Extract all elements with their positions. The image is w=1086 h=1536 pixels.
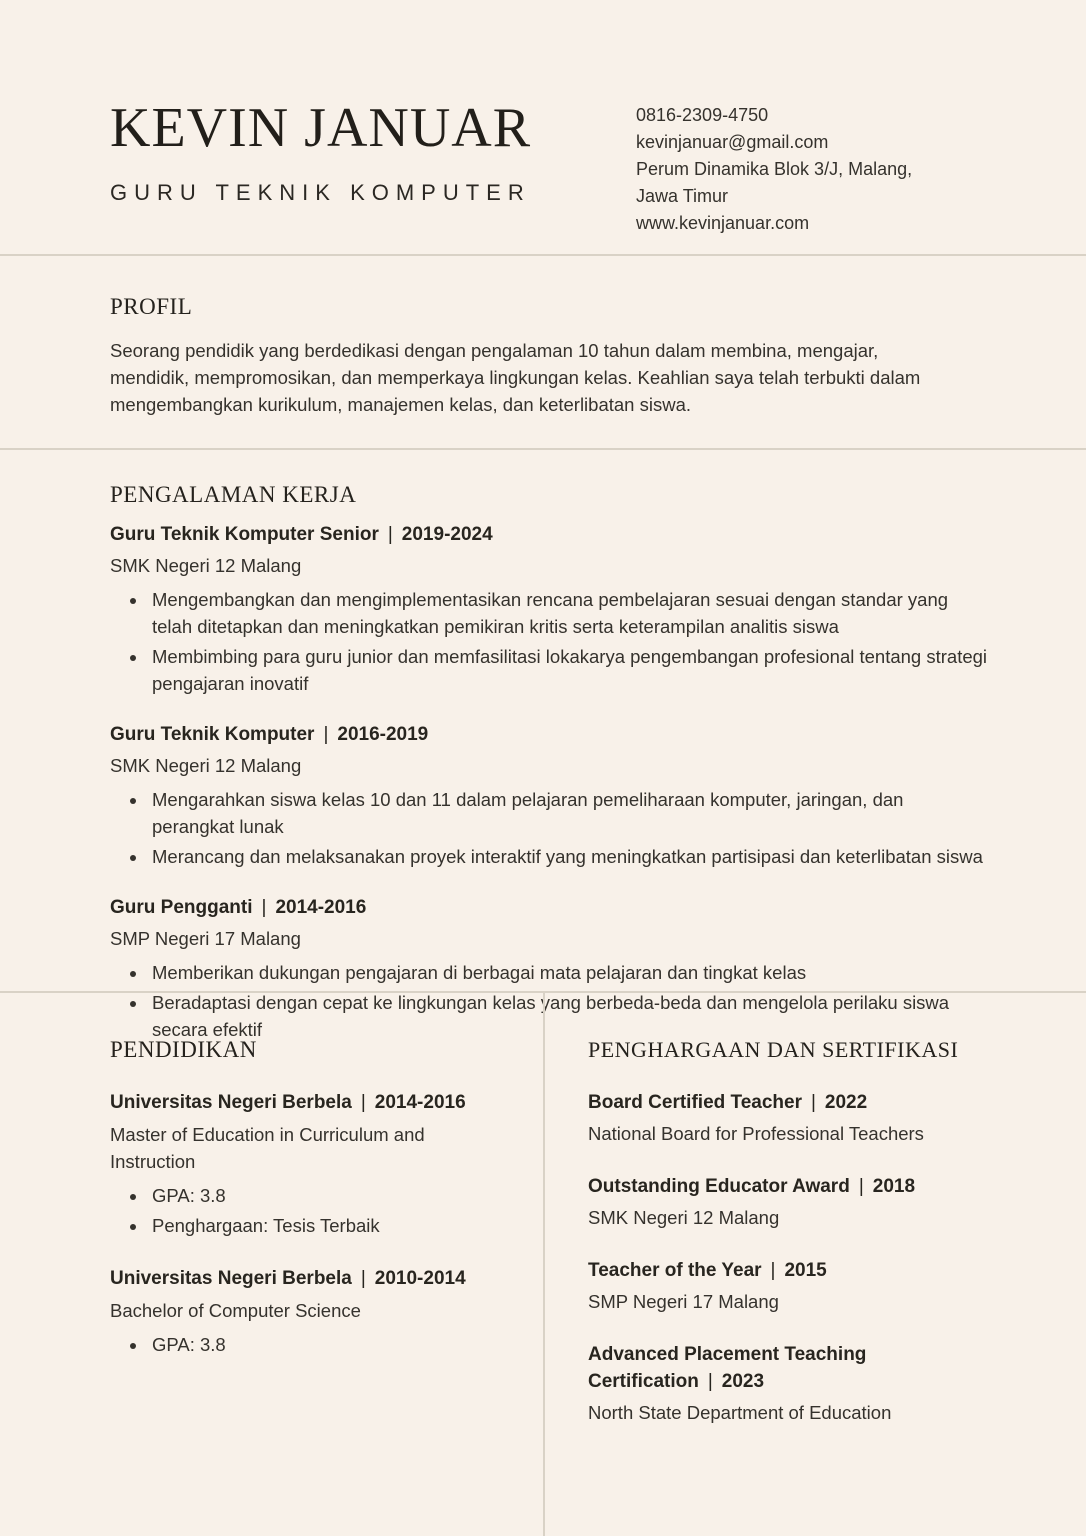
job-company: SMK Negeri 12 Malang xyxy=(110,555,302,576)
bullet-item: • Memberikan dukungan pengajaran di berbagai mata pelajaran dan tingkat kelas xyxy=(148,959,990,986)
job-company: SMP Negeri 17 Malang xyxy=(110,928,301,949)
degree: Bachelor of Computer Science xyxy=(110,1300,361,1321)
job-title-line xyxy=(110,894,990,921)
section-experience xyxy=(0,450,1086,1040)
education-entry xyxy=(110,1265,508,1358)
bullet-item: • Beradaptasi dengan cepat ke lingkungan kelas yang berbeda-beda dan mengelola perilaku siswa secara efektif xyxy=(148,989,990,1043)
award-org: SMP Negeri 17 Malang xyxy=(588,1291,779,1312)
job-entry xyxy=(110,721,990,870)
contact-address-line1: Perum Dinamika Blok 3/J, Malang, xyxy=(636,159,913,179)
pipe-separator: | xyxy=(387,524,393,545)
pipe-separator: | xyxy=(770,1260,776,1281)
pipe-separator: | xyxy=(323,724,329,745)
pipe-separator: | xyxy=(858,1176,864,1197)
pipe-separator: | xyxy=(261,897,267,918)
awards-heading: PENGHARGAAN DAN SERTIFIKASI xyxy=(588,1037,959,1062)
education-period: 2010-2014 xyxy=(374,1268,466,1289)
award-entry xyxy=(588,1341,968,1426)
award-title-line xyxy=(588,1257,968,1284)
award-year: 2018 xyxy=(872,1176,916,1197)
job-company: SMK Negeri 12 Malang xyxy=(110,755,302,776)
job-title-line xyxy=(110,521,990,548)
award-entry xyxy=(588,1173,968,1231)
pipe-separator: | xyxy=(707,1371,713,1392)
school-name: Universitas Negeri Berbela xyxy=(110,1268,352,1289)
award-title: Advanced Placement Teaching Certification xyxy=(588,1344,867,1392)
award-entry xyxy=(588,1089,968,1147)
contact-phone: 0816-2309-4750 xyxy=(636,105,769,125)
job-title: Guru Teknik Komputer xyxy=(110,724,315,745)
bottom-columns xyxy=(0,993,1086,1536)
award-year: 2022 xyxy=(824,1092,868,1113)
section-profile xyxy=(0,256,1086,450)
award-org: SMK Negeri 12 Malang xyxy=(588,1207,780,1228)
award-org: National Board for Professional Teachers xyxy=(588,1123,924,1144)
bullet-item: • Mengembangkan dan mengimplementasikan rencana pembelajaran sesuai dengan standar yang telah ditetapkan dan meningkatkan pemikiran kritis serta keterampilan analitis siswa xyxy=(148,586,990,640)
bullet-item: • Membimbing para guru junior dan memfasilitasi lokakarya pengembangan profesional tentang strategi pengajaran inovatif xyxy=(148,643,990,697)
education-bullets xyxy=(110,1331,508,1358)
section-awards xyxy=(545,993,1086,1536)
contact-block xyxy=(636,100,1000,254)
education-entry xyxy=(110,1089,508,1239)
award-entry xyxy=(588,1257,968,1315)
award-title-line xyxy=(588,1089,968,1116)
award-year: 2023 xyxy=(721,1371,765,1392)
school-line xyxy=(110,1089,508,1116)
person-name: KEVIN JANUAR xyxy=(110,97,532,159)
degree: Master of Education in Curriculum and Instruction xyxy=(110,1124,425,1172)
bullet-item: • Mengarahkan siswa kelas 10 dan 11 dalam pelajaran pemeliharaan komputer, jaringan, dan perangkat lunak xyxy=(148,786,990,840)
education-bullets xyxy=(110,1182,508,1239)
job-role-subtitle: GURU TEKNIK KOMPUTER xyxy=(110,180,531,205)
identity-block xyxy=(110,97,532,254)
contact-email: kevinjanuar@gmail.com xyxy=(636,132,829,152)
award-year: 2015 xyxy=(784,1260,827,1281)
school-name: Universitas Negeri Berbela xyxy=(110,1092,352,1113)
bullet-item: • GPA: 3.8 xyxy=(148,1331,508,1358)
award-title: Teacher of the Year xyxy=(588,1260,762,1281)
job-title-line xyxy=(110,721,990,748)
job-title: Guru Teknik Komputer Senior xyxy=(110,524,379,545)
award-title-line xyxy=(588,1173,968,1200)
job-period: 2016-2019 xyxy=(337,724,429,745)
experience-heading: PENGALAMAN KERJA xyxy=(110,482,357,507)
bullet-item: • Penghargaan: Tesis Terbaik xyxy=(148,1212,508,1239)
job-period: 2019-2024 xyxy=(401,524,493,545)
award-org: North State Department of Education xyxy=(588,1402,892,1423)
pipe-separator: | xyxy=(810,1092,816,1113)
profile-text: Seorang pendidik yang berdedikasi dengan pengalaman 10 tahun dalam membina, mengajar, mendidik, mempromosikan, dan memperkaya lingkungan kelas. Keahlian saya telah terbukti dalam mengembangkan kurikulum, manajemen kelas, dan keterlibatan siswa. xyxy=(110,340,921,415)
job-bullets xyxy=(110,786,990,870)
contact-website: www.kevinjanuar.com xyxy=(636,213,810,233)
pipe-separator: | xyxy=(360,1092,366,1113)
contact-address-line2: Jawa Timur xyxy=(636,186,729,206)
job-period: 2014-2016 xyxy=(275,897,367,918)
school-line xyxy=(110,1265,508,1292)
award-title: Board Certified Teacher xyxy=(588,1092,802,1113)
award-title: Outstanding Educator Award xyxy=(588,1176,850,1197)
bullet-item: • Merancang dan melaksanakan proyek interaktif yang meningkatkan partisipasi dan keterlibatan siswa xyxy=(148,843,990,870)
award-title-line xyxy=(588,1341,968,1395)
bullet-item: • GPA: 3.8 xyxy=(148,1182,508,1209)
section-education xyxy=(0,993,545,1536)
header xyxy=(0,0,1086,256)
job-bullets xyxy=(110,586,990,697)
job-entry xyxy=(110,521,990,697)
profile-heading: PROFIL xyxy=(110,294,193,319)
education-heading: PENDIDIKAN xyxy=(110,1037,257,1062)
education-period: 2014-2016 xyxy=(374,1092,466,1113)
pipe-separator: | xyxy=(360,1268,366,1289)
job-title: Guru Pengganti xyxy=(110,897,253,918)
